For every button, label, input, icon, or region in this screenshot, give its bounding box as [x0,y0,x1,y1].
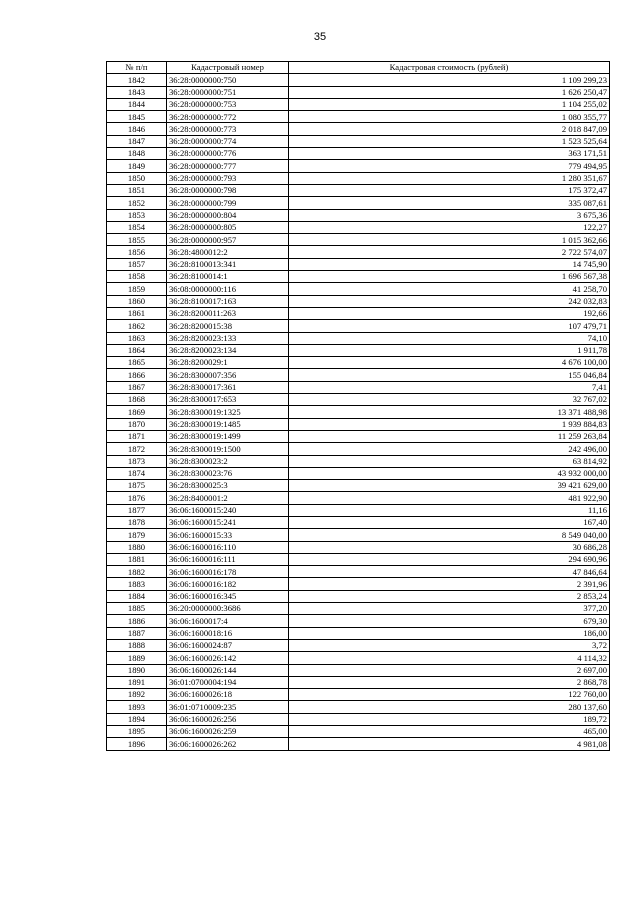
table-row [107,430,610,442]
table-row [107,639,610,651]
cadastral-value: 32 767,02 [289,394,610,406]
table-row [107,283,610,295]
row-number: 1842 [107,74,167,86]
row-number: 1883 [107,578,167,590]
cadastral-value: 242 032,83 [289,295,610,307]
row-number: 1853 [107,209,167,221]
table-row [107,332,610,344]
cadastral-number: 36:28:0000000:776 [167,148,289,160]
cadastral-value: 481 922,90 [289,492,610,504]
row-number: 1884 [107,590,167,602]
cadastral-number: 36:06:1600026:144 [167,664,289,676]
cadastral-number: 36:28:0000000:805 [167,221,289,233]
table-row [107,689,610,701]
cadastral-number: 36:06:1600024:87 [167,639,289,651]
row-number: 1892 [107,689,167,701]
row-number: 1871 [107,430,167,442]
row-number: 1864 [107,344,167,356]
cadastral-number: 36:28:8300025:3 [167,480,289,492]
cadastral-value: 363 171,51 [289,148,610,160]
table-row [107,615,610,627]
cadastral-value: 41 258,70 [289,283,610,295]
row-number: 1880 [107,541,167,553]
cadastral-value: 3,72 [289,639,610,651]
cadastral-value: 2 697,00 [289,664,610,676]
table-row [107,578,610,590]
table-row [107,738,610,750]
row-number: 1849 [107,160,167,172]
row-number: 1875 [107,480,167,492]
cadastral-number: 36:28:8300017:653 [167,394,289,406]
cadastral-value: 377,20 [289,603,610,615]
cadastral-number: 36:28:0000000:777 [167,160,289,172]
cadastral-value: 1 911,78 [289,344,610,356]
cadastral-value: 1 080 355,77 [289,111,610,123]
table-row [107,713,610,725]
cadastral-number: 36:06:1600016:111 [167,553,289,565]
table-row [107,590,610,602]
row-number: 1856 [107,246,167,258]
row-number: 1874 [107,467,167,479]
cadastral-number: 36:06:1600017:4 [167,615,289,627]
cadastral-number: 36:06:1600026:18 [167,689,289,701]
page-number: 35 [313,31,327,43]
cadastral-value: 1 280 351,67 [289,172,610,184]
row-number: 1850 [107,172,167,184]
cadastral-value: 2 722 574,07 [289,246,610,258]
cadastral-number: 36:06:1600016:178 [167,566,289,578]
cadastral-number: 36:28:0000000:799 [167,197,289,209]
row-number: 1873 [107,455,167,467]
table-row [107,603,610,615]
cadastral-value: 280 137,60 [289,701,610,713]
cadastral-number: 36:28:0000000:772 [167,111,289,123]
row-number: 1848 [107,148,167,160]
cadastral-number: 36:28:0000000:957 [167,234,289,246]
cadastral-number: 36:28:8400001:2 [167,492,289,504]
cadastral-value: 4 676 100,00 [289,357,610,369]
cadastral-value: 43 932 000,00 [289,467,610,479]
cadastral-number: 36:28:8200011:263 [167,307,289,319]
cadastral-number: 36:28:0000000:798 [167,184,289,196]
row-number: 1894 [107,713,167,725]
cadastral-value: 2 868,78 [289,676,610,688]
cadastral-value: 2 853,24 [289,590,610,602]
row-number: 1881 [107,553,167,565]
table-row [107,295,610,307]
cadastral-number: 36:28:0000000:793 [167,172,289,184]
cadastral-value: 155 046,84 [289,369,610,381]
table-row [107,381,610,393]
table-body [107,74,610,750]
cadastral-value: 1 626 250,47 [289,86,610,98]
cadastral-number: 36:28:8300023:76 [167,467,289,479]
cadastral-value: 1 104 255,02 [289,98,610,110]
row-number: 1868 [107,394,167,406]
table-row [107,406,610,418]
row-number: 1885 [107,603,167,615]
cadastral-value: 8 549 040,00 [289,529,610,541]
cadastral-value: 294 690,96 [289,553,610,565]
table-row [107,86,610,98]
table-row [107,455,610,467]
table-row [107,443,610,455]
cadastral-value: 7,41 [289,381,610,393]
table-row [107,246,610,258]
cadastral-value: 186,00 [289,627,610,639]
table-row [107,344,610,356]
cadastral-number: 36:08:0000000:116 [167,283,289,295]
cadastral-value: 242 496,00 [289,443,610,455]
cadastral-number: 36:01:0710009:235 [167,701,289,713]
cadastral-number: 36:06:1600026:256 [167,713,289,725]
table-row [107,566,610,578]
cadastral-value: 1 109 299,23 [289,74,610,86]
cadastral-number: 36:01:0700004:194 [167,676,289,688]
cadastral-number: 36:28:8100014:1 [167,271,289,283]
table-row [107,111,610,123]
table-row [107,676,610,688]
table-row [107,320,610,332]
cadastral-number: 36:28:8200023:133 [167,332,289,344]
cadastral-value: 1 939 884,83 [289,418,610,430]
cadastral-number: 36:28:0000000:774 [167,135,289,147]
cadastral-value: 2 391,96 [289,578,610,590]
row-number: 1863 [107,332,167,344]
row-number: 1846 [107,123,167,135]
cadastral-number: 36:28:8300023:2 [167,455,289,467]
row-number: 1895 [107,726,167,738]
table-row [107,135,610,147]
row-number: 1887 [107,627,167,639]
column-header-number: № п/п [107,62,167,74]
row-number: 1878 [107,516,167,528]
cadastral-value: 4 981,08 [289,738,610,750]
table-row [107,369,610,381]
cadastral-number: 36:06:1600018:16 [167,627,289,639]
row-number: 1854 [107,221,167,233]
cadastral-number: 36:28:4800012:2 [167,246,289,258]
row-number: 1861 [107,307,167,319]
cadastral-value: 74,10 [289,332,610,344]
cadastral-number: 36:28:0000000:753 [167,98,289,110]
table-row [107,123,610,135]
cadastral-value: 1 523 525,64 [289,135,610,147]
row-number: 1888 [107,639,167,651]
column-header-cadastral-value: Кадастровая стоимость (рублей) [289,62,610,74]
cadastral-value: 30 686,28 [289,541,610,553]
cadastral-value: 122,27 [289,221,610,233]
cadastral-value: 2 018 847,09 [289,123,610,135]
row-number: 1889 [107,652,167,664]
row-number: 1879 [107,529,167,541]
cadastral-value: 192,66 [289,307,610,319]
row-number: 1882 [107,566,167,578]
cadastral-number: 36:28:0000000:750 [167,74,289,86]
row-number: 1866 [107,369,167,381]
row-number: 1860 [107,295,167,307]
cadastral-value: 3 675,36 [289,209,610,221]
cadastral-number: 36:20:0000000:3686 [167,603,289,615]
cadastral-number: 36:06:1600015:241 [167,516,289,528]
cadastral-number: 36:28:8100017:163 [167,295,289,307]
cadastral-number: 36:28:8100013:341 [167,258,289,270]
table-row [107,74,610,86]
cadastral-number: 36:06:1600016:182 [167,578,289,590]
cadastral-value: 13 371 488,98 [289,406,610,418]
column-header-cadastral-number: Кадастровый номер [167,62,289,74]
row-number: 1847 [107,135,167,147]
table-row [107,172,610,184]
row-number: 1845 [107,111,167,123]
row-number: 1886 [107,615,167,627]
table-row [107,197,610,209]
cadastral-number: 36:06:1600016:345 [167,590,289,602]
header-row [107,62,610,74]
row-number: 1870 [107,418,167,430]
cadastral-value: 335 087,61 [289,197,610,209]
row-number: 1862 [107,320,167,332]
table-row [107,357,610,369]
row-number: 1890 [107,664,167,676]
cadastral-number: 36:28:8300019:1500 [167,443,289,455]
cadastral-value: 122 760,00 [289,689,610,701]
cadastral-number: 36:28:8300007:356 [167,369,289,381]
table-row [107,664,610,676]
cadastral-value: 167,40 [289,516,610,528]
cadastral-number: 36:06:1600026:259 [167,726,289,738]
row-number: 1859 [107,283,167,295]
table-row [107,418,610,430]
cadastral-number: 36:28:0000000:804 [167,209,289,221]
cadastral-number: 36:06:1600015:33 [167,529,289,541]
table-row [107,271,610,283]
table-row [107,541,610,553]
cadastral-value: 465,00 [289,726,610,738]
cadastral-number: 36:06:1600016:110 [167,541,289,553]
cadastral-value: 39 421 629,00 [289,480,610,492]
table-row [107,221,610,233]
cadastral-value: 47 846,64 [289,566,610,578]
row-number: 1867 [107,381,167,393]
cadastral-value: 11 259 263,84 [289,430,610,442]
row-number: 1858 [107,271,167,283]
row-number: 1869 [107,406,167,418]
cadastral-number: 36:28:8200023:134 [167,344,289,356]
row-number: 1857 [107,258,167,270]
table-row [107,504,610,516]
cadastral-number: 36:28:8300019:1325 [167,406,289,418]
row-number: 1855 [107,234,167,246]
cadastral-value-table [106,61,610,751]
row-number: 1872 [107,443,167,455]
table-row [107,516,610,528]
cadastral-value: 14 745,90 [289,258,610,270]
row-number: 1865 [107,357,167,369]
cadastral-number: 36:28:8300017:361 [167,381,289,393]
cadastral-number: 36:06:1600015:240 [167,504,289,516]
table-row [107,492,610,504]
cadastral-value: 189,72 [289,713,610,725]
row-number: 1876 [107,492,167,504]
cadastral-number: 36:28:8300019:1485 [167,418,289,430]
table-row [107,209,610,221]
table-row [107,652,610,664]
cadastral-number: 36:28:8200029:1 [167,357,289,369]
cadastral-value: 679,30 [289,615,610,627]
cadastral-value: 11,16 [289,504,610,516]
row-number: 1891 [107,676,167,688]
row-number: 1852 [107,197,167,209]
cadastral-number: 36:06:1600026:142 [167,652,289,664]
row-number: 1893 [107,701,167,713]
row-number: 1843 [107,86,167,98]
cadastral-value: 1 696 567,38 [289,271,610,283]
cadastral-value: 4 114,32 [289,652,610,664]
cadastral-value: 779 494,95 [289,160,610,172]
table-row [107,480,610,492]
cadastral-value: 63 814,92 [289,455,610,467]
row-number: 1877 [107,504,167,516]
table-row [107,160,610,172]
table-row [107,467,610,479]
row-number: 1851 [107,184,167,196]
cadastral-number: 36:28:0000000:773 [167,123,289,135]
table-header [107,62,610,74]
cadastral-value: 175 372,47 [289,184,610,196]
table-row [107,307,610,319]
table-row [107,98,610,110]
table-row [107,726,610,738]
cadastral-value: 107 479,71 [289,320,610,332]
cadastral-number: 36:06:1600026:262 [167,738,289,750]
table-row [107,553,610,565]
cadastral-number: 36:28:8300019:1499 [167,430,289,442]
table-row [107,627,610,639]
cadastral-number: 36:28:0000000:751 [167,86,289,98]
table-row [107,701,610,713]
cadastral-number: 36:28:8200015:38 [167,320,289,332]
table-row [107,184,610,196]
table-row [107,258,610,270]
table-row [107,529,610,541]
cadastral-value: 1 015 362,66 [289,234,610,246]
row-number: 1844 [107,98,167,110]
table-row [107,234,610,246]
row-number: 1896 [107,738,167,750]
table-row [107,148,610,160]
table-row [107,394,610,406]
